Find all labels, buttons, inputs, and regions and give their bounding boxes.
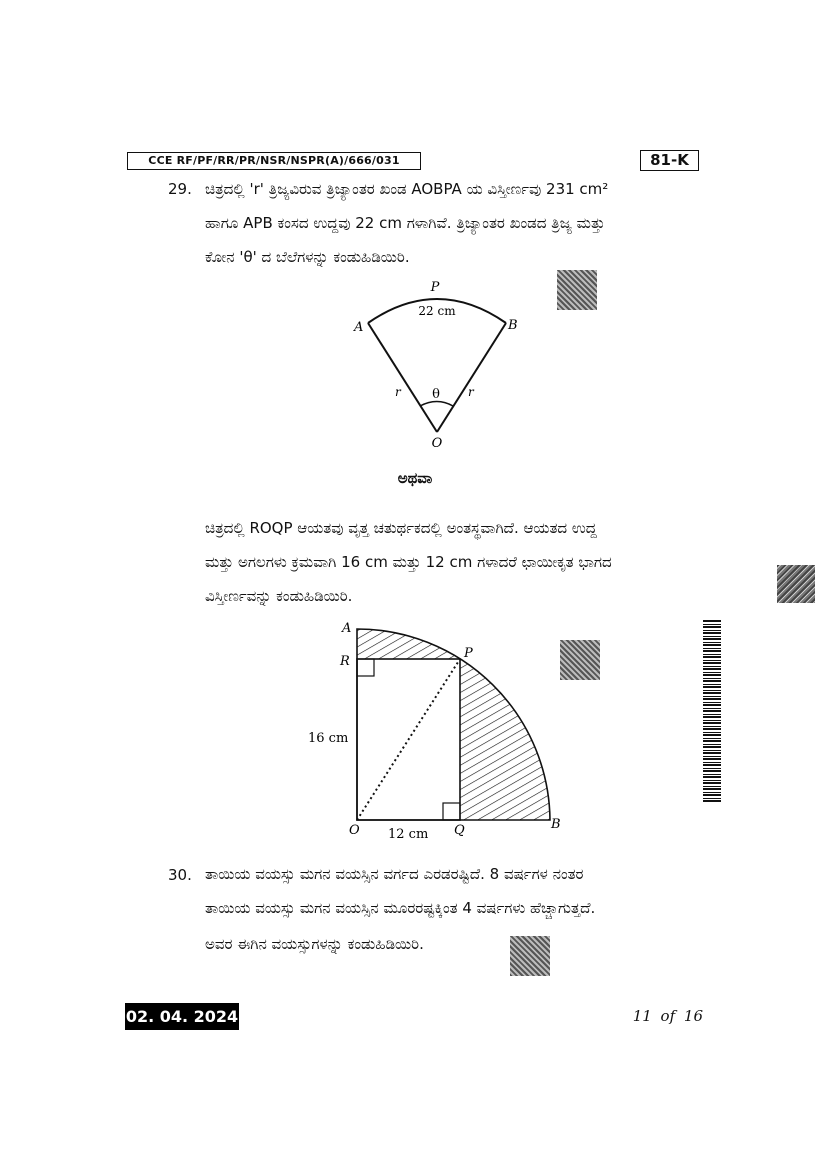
barcode [703, 620, 721, 802]
label-b: B [508, 318, 518, 333]
label-b-quadrant: B [551, 817, 561, 832]
right-angle-mark-q [443, 803, 460, 820]
question-30-line-1: ತಾಯಿಯ ವಯಸ್ಸು ಮಗನ ವಯಸ್ಸಿನ ವರ್ಗದ ಎರಡರಷ್ಟಿದೆ. 8 ವರ್ಷಗಳ ನಂತರ [205, 865, 584, 883]
qr-code-small-3 [510, 936, 550, 976]
question-29-or-line-3: ವಿಸ್ತೀರ್ಣವನ್ನು ಕಂಡುಹಿಡಿಯಿರಿ. [205, 587, 353, 605]
qr-code-margin [777, 565, 815, 603]
qr-code-small-2 [560, 640, 600, 680]
right-angle-mark-r [357, 659, 374, 676]
label-p-quadrant: P [464, 646, 473, 661]
sector-radius-ob [437, 323, 506, 432]
exam-date: 02. 04. 2024 [125, 1003, 239, 1030]
label-o: O [431, 436, 443, 450]
question-29-line-2: ಹಾಗೂ APB ಕಂಸದ ಉದ್ದವು 22 cm ಗಳಾಗಿವೆ. ತ್ರಿಜ್ಯಾಂತರ ಖಂಡದ ತ್ರಿಜ್ಯ ಮತ್ತು [205, 214, 605, 232]
paper-number: 81-K [640, 150, 699, 171]
arc-length-label: 22 cm [418, 304, 456, 318]
question-29-line-3: ಕೋನ 'θ' ದ ಬೆಲೆಗಳನ್ನು ಕಂಡುಹಿಡಿಯಿರಿ. [205, 248, 410, 266]
question-29-or-line-1: ಚಿತ್ರದಲ್ಲಿ ROQP ಆಯತವು ವೃತ್ತ ಚತುರ್ಥಕದಲ್ಲಿ ಅಂತಸ್ಥವಾಗಿದೆ. ಆಯತದ ಉದ್ದ [205, 519, 597, 537]
question-30-line-2: ತಾಯಿಯ ವಯಸ್ಸು ಮಗನ ವಯಸ್ಸಿನ ಮೂರರಷ್ಟಕ್ಕಿಂತ 4 ವರ್ಷಗಳು ಹೆಚ್ಚಾಗುತ್ತದೆ. [205, 899, 596, 917]
label-a-quadrant: A [342, 621, 352, 636]
diagonal-op [357, 659, 460, 820]
sector-radius-oa [368, 323, 437, 432]
label-r-quadrant: R [340, 654, 350, 669]
label-p: P [430, 280, 440, 295]
width-label: 12 cm [388, 827, 429, 842]
or-separator: ಅಥವಾ [397, 469, 433, 487]
question-29-number: 29. [168, 180, 192, 198]
label-r-left: r [395, 385, 401, 399]
label-a: A [354, 320, 364, 335]
question-29-line-1: ಚಿತ್ರದಲ್ಲಿ 'r' ತ್ರಿಜ್ಯವಿರುವ ತ್ರಿಜ್ಯಾಂತರ ಖಂಡ AOBPA ಯ ವಿಸ್ತೀರ್ಣವು 231 cm² [205, 180, 609, 198]
shaded-region-top [357, 629, 460, 659]
page-number: 11 of 16 [632, 1007, 703, 1025]
question-29-or-line-2: ಮತ್ತು ಅಗಲಗಳು ಕ್ರಮವಾಗಿ 16 cm ಮತ್ತು 12 cm ಗಳಾದರೆ ಛಾಯೀಕೃತ ಭಾಗದ [205, 553, 612, 571]
paper-code: CCE RF/PF/RR/PR/NSR/NSPR(A)/666/031 [127, 152, 421, 170]
shaded-region-right [460, 659, 550, 820]
label-q-quadrant: Q [454, 823, 465, 838]
question-30-number: 30. [168, 866, 192, 884]
label-r-right: r [468, 385, 474, 399]
label-theta: θ [432, 387, 440, 402]
qr-code-small [557, 270, 597, 310]
height-label: 16 cm [308, 731, 349, 746]
angle-theta-arc [420, 402, 453, 407]
question-30-line-3: ಅವರ ಈಗಿನ ವಯಸ್ಸುಗಳನ್ನು ಕಂಡುಹಿಡಿಯಿರಿ. [205, 935, 424, 953]
quadrant-figure [300, 615, 575, 845]
sector-figure [340, 275, 530, 450]
label-o-quadrant: O [349, 823, 360, 838]
